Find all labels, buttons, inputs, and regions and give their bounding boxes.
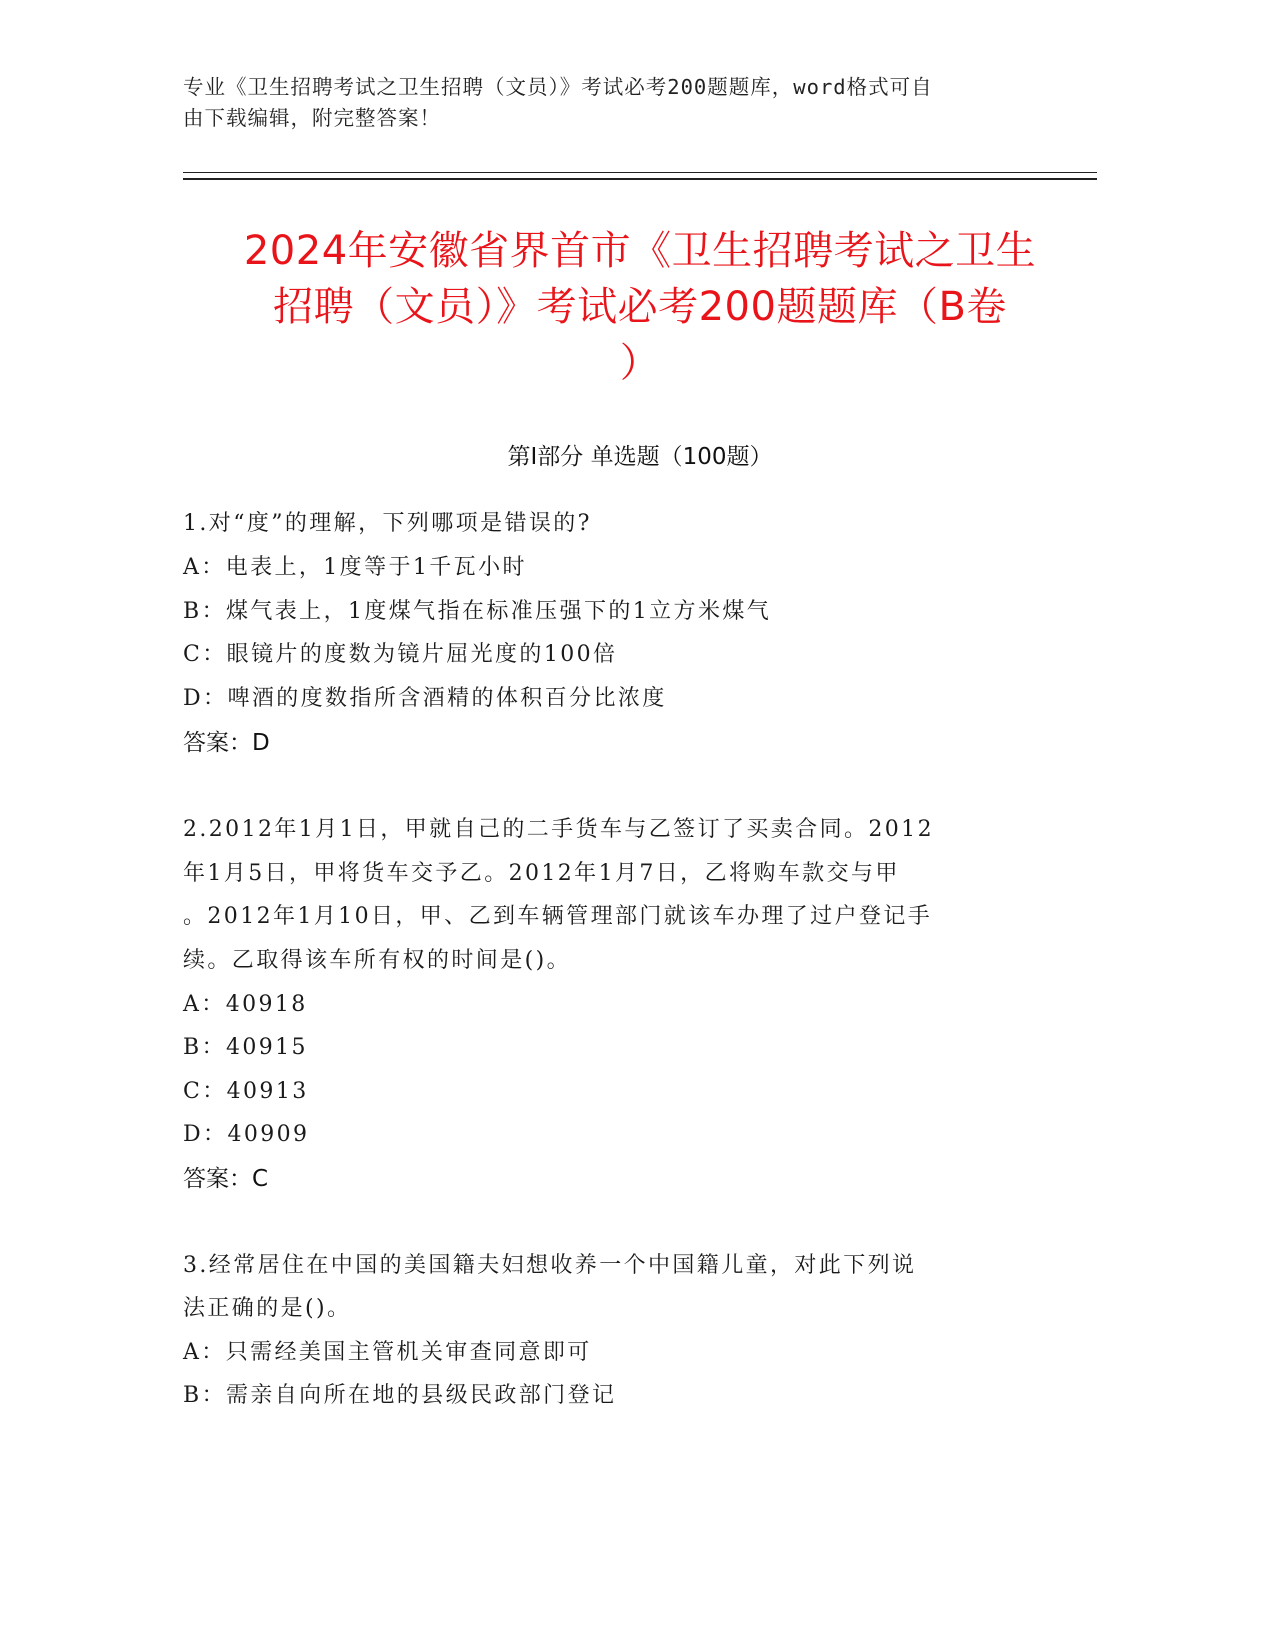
- title-line-3: ）: [619, 340, 661, 386]
- question-2-stem-line-2: 年1月5日，甲将货车交予乙。2012年1月7日，乙将购车款交与甲: [183, 861, 900, 886]
- question-2-stem-line-4: 续。乙取得该车所有权的时间是()。: [183, 948, 571, 973]
- question-3-stem-line-2: 法正确的是()。: [183, 1296, 352, 1321]
- header-divider-thin: [183, 172, 1097, 173]
- question-2-stem-line-1: 2.2012年1月1日，甲就自己的二手货车与乙签订了买卖合同。2012: [183, 817, 934, 842]
- question-2-stem-line-3: 。2012年1月10日，甲、乙到车辆管理部门就该车办理了过户登记手: [183, 904, 933, 929]
- question-2-option-a: A：40918: [183, 992, 308, 1017]
- question-1-stem: 1.对“度”的理解，下列哪项是错误的?: [183, 511, 592, 536]
- question-3-option-a: A：只需经美国主管机关审查同意即可: [183, 1340, 592, 1365]
- question-2-answer: 答案：C: [183, 1166, 269, 1192]
- header-divider-thick: [183, 178, 1097, 180]
- question-1-option-b: B：煤气表上，1度煤气指在标准压强下的1立方米煤气: [183, 599, 772, 624]
- question-2-option-c: C：40913: [183, 1079, 309, 1104]
- question-3-option-b: B：需亲自向所在地的县级民政部门登记: [183, 1383, 617, 1408]
- question-1-answer: 答案：D: [183, 730, 270, 756]
- question-1-option-c: C：眼镜片的度数为镜片屈光度的100倍: [183, 642, 618, 667]
- document-title: [170, 223, 1110, 391]
- document-header-note: [183, 72, 1063, 134]
- question-2-option-d: D：40909: [183, 1122, 310, 1147]
- header-line-1: 专业《卫生招聘考试之卫生招聘（文员）》考试必考200题题库，word格式可自: [183, 75, 933, 99]
- question-1-option-a: A：电表上，1度等于1千瓦小时: [183, 555, 527, 580]
- question-2-option-b: B：40915: [183, 1035, 308, 1060]
- title-line-1: 2024年安徽省界首市《卫生招聘考试之卫生: [243, 228, 1037, 274]
- question-3-stem-line-1: 3.经常居住在中国的美国籍夫妇想收养一个中国籍儿童，对此下列说: [183, 1253, 917, 1278]
- question-1-option-d: D：啤酒的度数指所含酒精的体积百分比浓度: [183, 686, 667, 711]
- section-heading: 第Ⅰ部分 单选题（100题）: [507, 444, 773, 470]
- title-line-2: 招聘（文员）》考试必考200题题库（B卷: [273, 284, 1007, 330]
- header-line-2: 由下载编辑，附完整答案！: [183, 106, 441, 130]
